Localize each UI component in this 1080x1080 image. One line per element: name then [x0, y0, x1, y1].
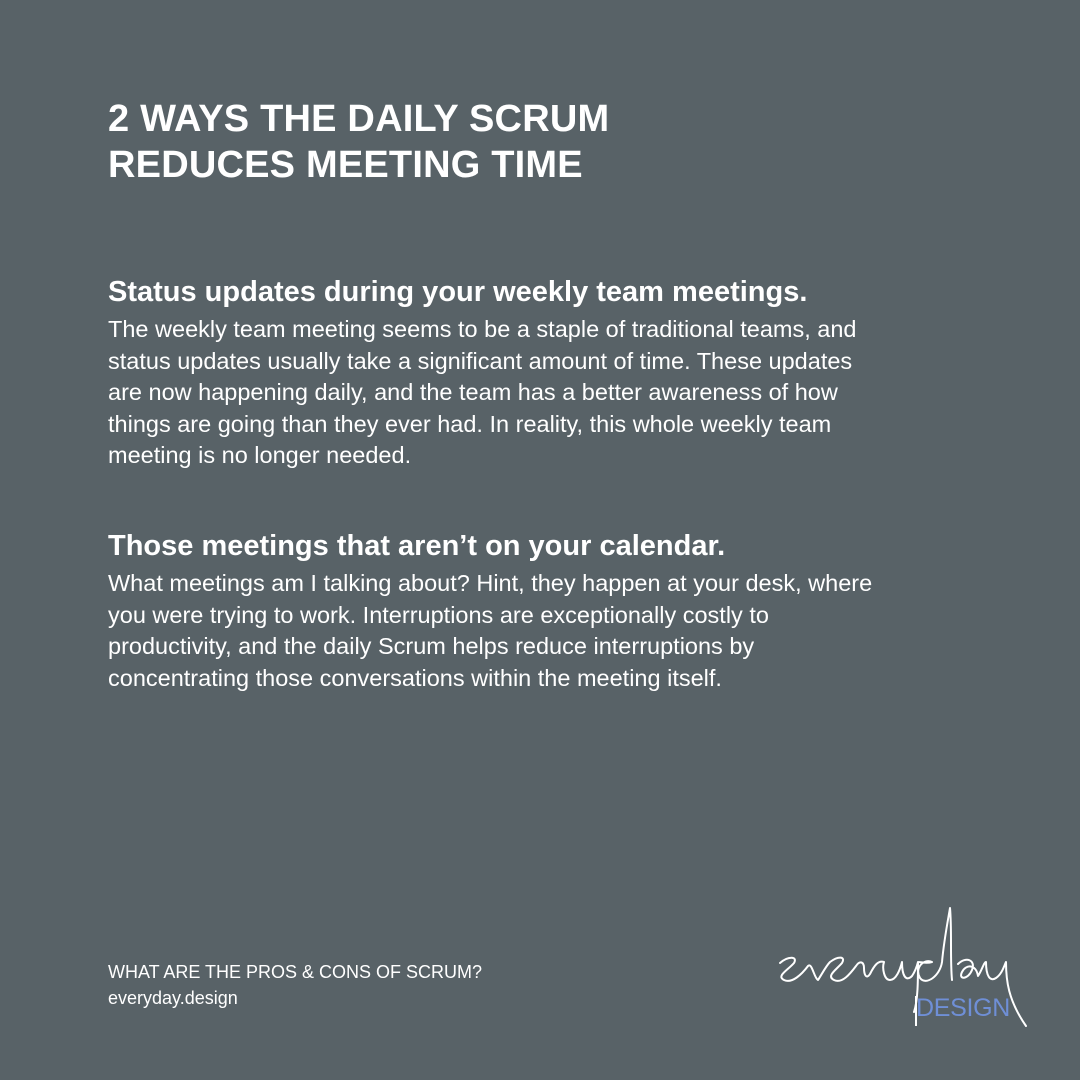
everyday-design-logo — [772, 900, 1034, 1030]
body-line: concentrating those conversations within the meeting itself. — [108, 664, 722, 691]
body-line: things are going than they ever had. In reality, this whole weekly team — [108, 410, 832, 437]
body-line: status updates usually take a significant amount of time. These updates — [108, 347, 853, 374]
section-unscheduled-meetings — [108, 526, 988, 694]
body-line: are now happening daily, and the team has a better awareness of how — [108, 379, 838, 405]
logo-design-word: DESIGN — [916, 994, 1011, 1022]
section-status-updates — [108, 272, 988, 472]
section-body — [108, 568, 988, 694]
section-body — [108, 314, 988, 472]
footer — [108, 959, 482, 1011]
title-line-1: 2 WAYS THE DAILY SCRUM — [108, 98, 610, 140]
section-heading: Those meetings that aren’t on your calendar. — [108, 530, 726, 562]
footer-question: WHAT ARE THE PROS & CONS OF SCRUM? — [108, 962, 483, 982]
body-line: What meetings am I talking about? Hint, they happen at your desk, where — [108, 570, 873, 596]
body-line: productivity, and the daily Scrum helps reduce interruptions by — [108, 633, 755, 659]
body-line: you were trying to work. Interruptions are exceptionally costly to — [108, 601, 769, 628]
body-line: meeting is no longer needed. — [108, 442, 412, 468]
footer-site: everyday.design — [108, 988, 238, 1008]
section-heading: Status updates during your weekly team meetings. — [108, 276, 808, 308]
page-title — [108, 96, 609, 188]
body-line: The weekly team meeting seems to be a staple of traditional teams, and — [108, 316, 857, 342]
title-line-2: REDUCES MEETING TIME — [108, 144, 583, 186]
